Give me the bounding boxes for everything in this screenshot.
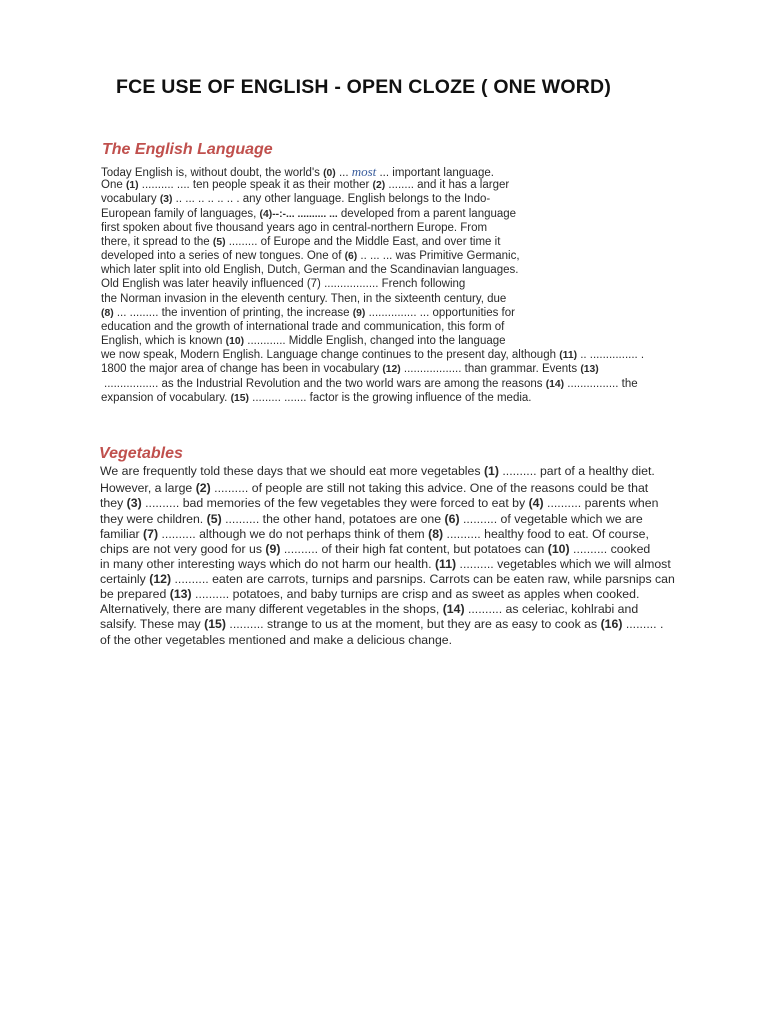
text-line	[100, 528, 649, 540]
text-segment: .......... .... ten people speak it as their mother	[138, 179, 373, 191]
text-line	[101, 364, 599, 376]
text-segment: be prepared	[100, 587, 170, 601]
text-segment: ......... ....... factor is the growing influence of the media.	[248, 392, 532, 404]
text-line	[101, 251, 520, 263]
text-line	[100, 634, 452, 646]
gap-number: (2)	[372, 180, 386, 191]
text-segment: .......... the other hand, potatoes are one	[221, 512, 445, 526]
text-segment: we now speak, Modern English. Language change continues to the present day, although	[101, 349, 560, 361]
text-line	[101, 180, 509, 192]
text-segment: ............ Middle English, changed into the language	[244, 335, 506, 347]
text-segment: English, which is known	[101, 335, 226, 347]
text-segment: .. ............... .	[577, 349, 645, 361]
text-segment: there, it spread to the	[101, 236, 213, 248]
gap-number: (3)	[159, 194, 173, 205]
text-segment: vocabulary	[101, 193, 160, 205]
gap-number: (9)	[265, 542, 281, 556]
text-segment: .................. than grammar. Events	[400, 363, 581, 375]
text-segment: .......... of vegetable which we are	[459, 512, 643, 526]
text-line	[100, 618, 663, 630]
section-heading-english-language: The English Language	[102, 141, 273, 158]
text-segment: Alternatively, there are many different vegetables in the shops,	[100, 602, 443, 616]
text-segment: .......... part of a healthy diet.	[498, 464, 655, 478]
text-line	[101, 265, 518, 277]
text-segment: ......... of Europe and the Middle East, and over time it	[225, 236, 501, 248]
text-segment: ................. as the Industrial Revolution and the two world wars are among the reasons	[104, 378, 546, 390]
text-line	[100, 573, 675, 585]
page-title: FCE USE OF ENGLISH - OPEN CLOZE ( ONE WORD)	[116, 76, 612, 98]
text-segment: Today English is, without doubt, the world's	[101, 167, 324, 179]
text-line	[101, 279, 465, 291]
text-segment: ... ......... the invention of printing, the increase	[113, 307, 353, 319]
example-answer: most	[351, 164, 377, 179]
text-segment: developed from a parent language	[337, 208, 517, 220]
text-segment: Old English was later heavily influenced (7) ................. French following	[101, 278, 466, 290]
gap-number: (0)	[323, 168, 336, 179]
text-line	[100, 588, 639, 600]
gap-number: (3)	[126, 496, 142, 510]
text-segment: .......... cooked	[569, 542, 651, 556]
gap-number: (2)	[195, 481, 211, 495]
gap-number: (15)	[204, 617, 226, 631]
gap-number: (13)	[580, 364, 599, 375]
text-line	[101, 237, 500, 249]
text-segment: .......... of people are still not taking this advice. One of the reasons could be that	[210, 481, 649, 495]
text-line	[101, 223, 487, 235]
text-segment: .......... healthy food to eat. Of course,	[443, 527, 649, 541]
gap-number: (4)--:-... .......... ...	[259, 209, 338, 220]
text-segment: the Norman invasion in the eleventh century. Then, in the sixteenth century, due	[101, 293, 507, 305]
gap-number: (4)	[528, 496, 544, 510]
gap-number: (16)	[600, 617, 623, 631]
gap-number: (15)	[230, 393, 249, 404]
text-line	[100, 482, 648, 494]
gap-number: (12)	[382, 364, 401, 375]
gap-number: (12)	[149, 572, 172, 586]
text-segment: .......... as celeriac, kohlrabi and	[464, 602, 639, 616]
text-segment: European family of languages,	[101, 208, 260, 220]
section-heading-vegetables: Vegetables	[99, 445, 183, 462]
gap-number: (9)	[352, 308, 366, 319]
text-segment: in many other interesting ways which do not harm our health.	[100, 557, 435, 571]
text-segment: .. ... .. .. .. .. . any other language. English belongs to the Indo-	[172, 193, 491, 205]
text-segment: .. ... ... was Primitive Germanic,	[357, 250, 520, 262]
text-line	[101, 350, 644, 362]
text-segment: they	[100, 496, 127, 510]
text-segment: ... important language.	[376, 167, 494, 179]
text-line	[101, 393, 532, 405]
gap-number: (14)	[545, 379, 565, 390]
gap-number: (1)	[483, 464, 499, 478]
text-line	[101, 165, 494, 180]
text-line	[101, 209, 516, 221]
text-segment: We are frequently told these days that we should eat more vegetables	[100, 464, 484, 478]
text-segment: ........ and it has a larger	[385, 179, 510, 191]
text-segment: chips are not very good for us	[100, 542, 266, 556]
text-line	[101, 322, 504, 334]
text-segment: One	[101, 179, 126, 191]
text-segment: education and the growth of international trade and communication, this form of	[101, 321, 505, 333]
text-segment: 1800 the major area of change has been in vocabulary	[101, 363, 383, 375]
text-segment: ......... .	[622, 617, 664, 631]
gap-number: (10)	[547, 542, 570, 556]
text-line	[100, 497, 658, 509]
text-segment: .......... although we do not perhaps think of them	[158, 527, 429, 541]
text-segment: .......... strange to us at the moment, but they are as easy to cook as	[225, 617, 601, 631]
gap-number: (5)	[212, 237, 226, 248]
gap-number: (14)	[442, 602, 465, 616]
gap-number: (5)	[206, 512, 222, 526]
text-line	[101, 294, 506, 306]
gap-number: (6)	[344, 251, 358, 262]
gap-number: (11)	[434, 557, 457, 571]
text-line	[101, 336, 506, 348]
text-segment: ............... ... opportunities for	[365, 307, 515, 319]
gap-number: (7)	[143, 527, 159, 541]
gap-number: (13)	[169, 587, 192, 601]
text-segment: of the other vegetables mentioned and make a delicious change.	[100, 633, 453, 647]
text-line	[101, 194, 490, 206]
text-segment: first spoken about five thousand years ago in central-northern Europe. From	[101, 222, 488, 234]
text-segment: .......... of their high fat content, but potatoes can	[280, 542, 548, 556]
text-line	[104, 379, 638, 391]
text-segment: .......... bad memories of the few vegetables they were forced to eat by	[141, 496, 529, 510]
gap-number: (6)	[444, 512, 460, 526]
text-segment: which later split into old English, Dutch, German and the Scandinavian languages.	[101, 264, 519, 276]
text-segment: .......... eaten are carrots, turnips and parsnips. Carrots can be eaten raw, while parsnips can	[171, 572, 675, 586]
gap-number: (8)	[428, 527, 444, 541]
text-segment: .......... parents when	[543, 496, 659, 510]
gap-number: (11)	[559, 350, 578, 361]
text-segment: familiar	[100, 527, 144, 541]
text-line	[100, 558, 671, 570]
gap-number: (10)	[225, 336, 245, 347]
text-line	[100, 465, 655, 477]
text-line	[100, 543, 650, 555]
gap-number: (8)	[101, 308, 114, 319]
text-segment: certainly	[100, 572, 150, 586]
text-line	[100, 603, 638, 615]
text-segment: they were children.	[100, 512, 207, 526]
text-line	[101, 308, 515, 320]
text-segment: However, a large	[100, 481, 196, 495]
text-segment: .......... vegetables which we will almost	[456, 557, 671, 571]
text-segment: developed into a series of new tongues. One of	[101, 250, 345, 262]
text-segment: salsify. These may	[100, 617, 205, 631]
text-segment: .......... potatoes, and baby turnips are crisp and as sweet as apples when cooked.	[191, 587, 640, 601]
text-segment: ................ the	[564, 378, 638, 390]
text-segment: ...	[335, 167, 352, 179]
gap-number: (1)	[125, 180, 139, 191]
text-segment: expansion of vocabulary.	[101, 392, 231, 404]
text-line	[100, 513, 643, 525]
